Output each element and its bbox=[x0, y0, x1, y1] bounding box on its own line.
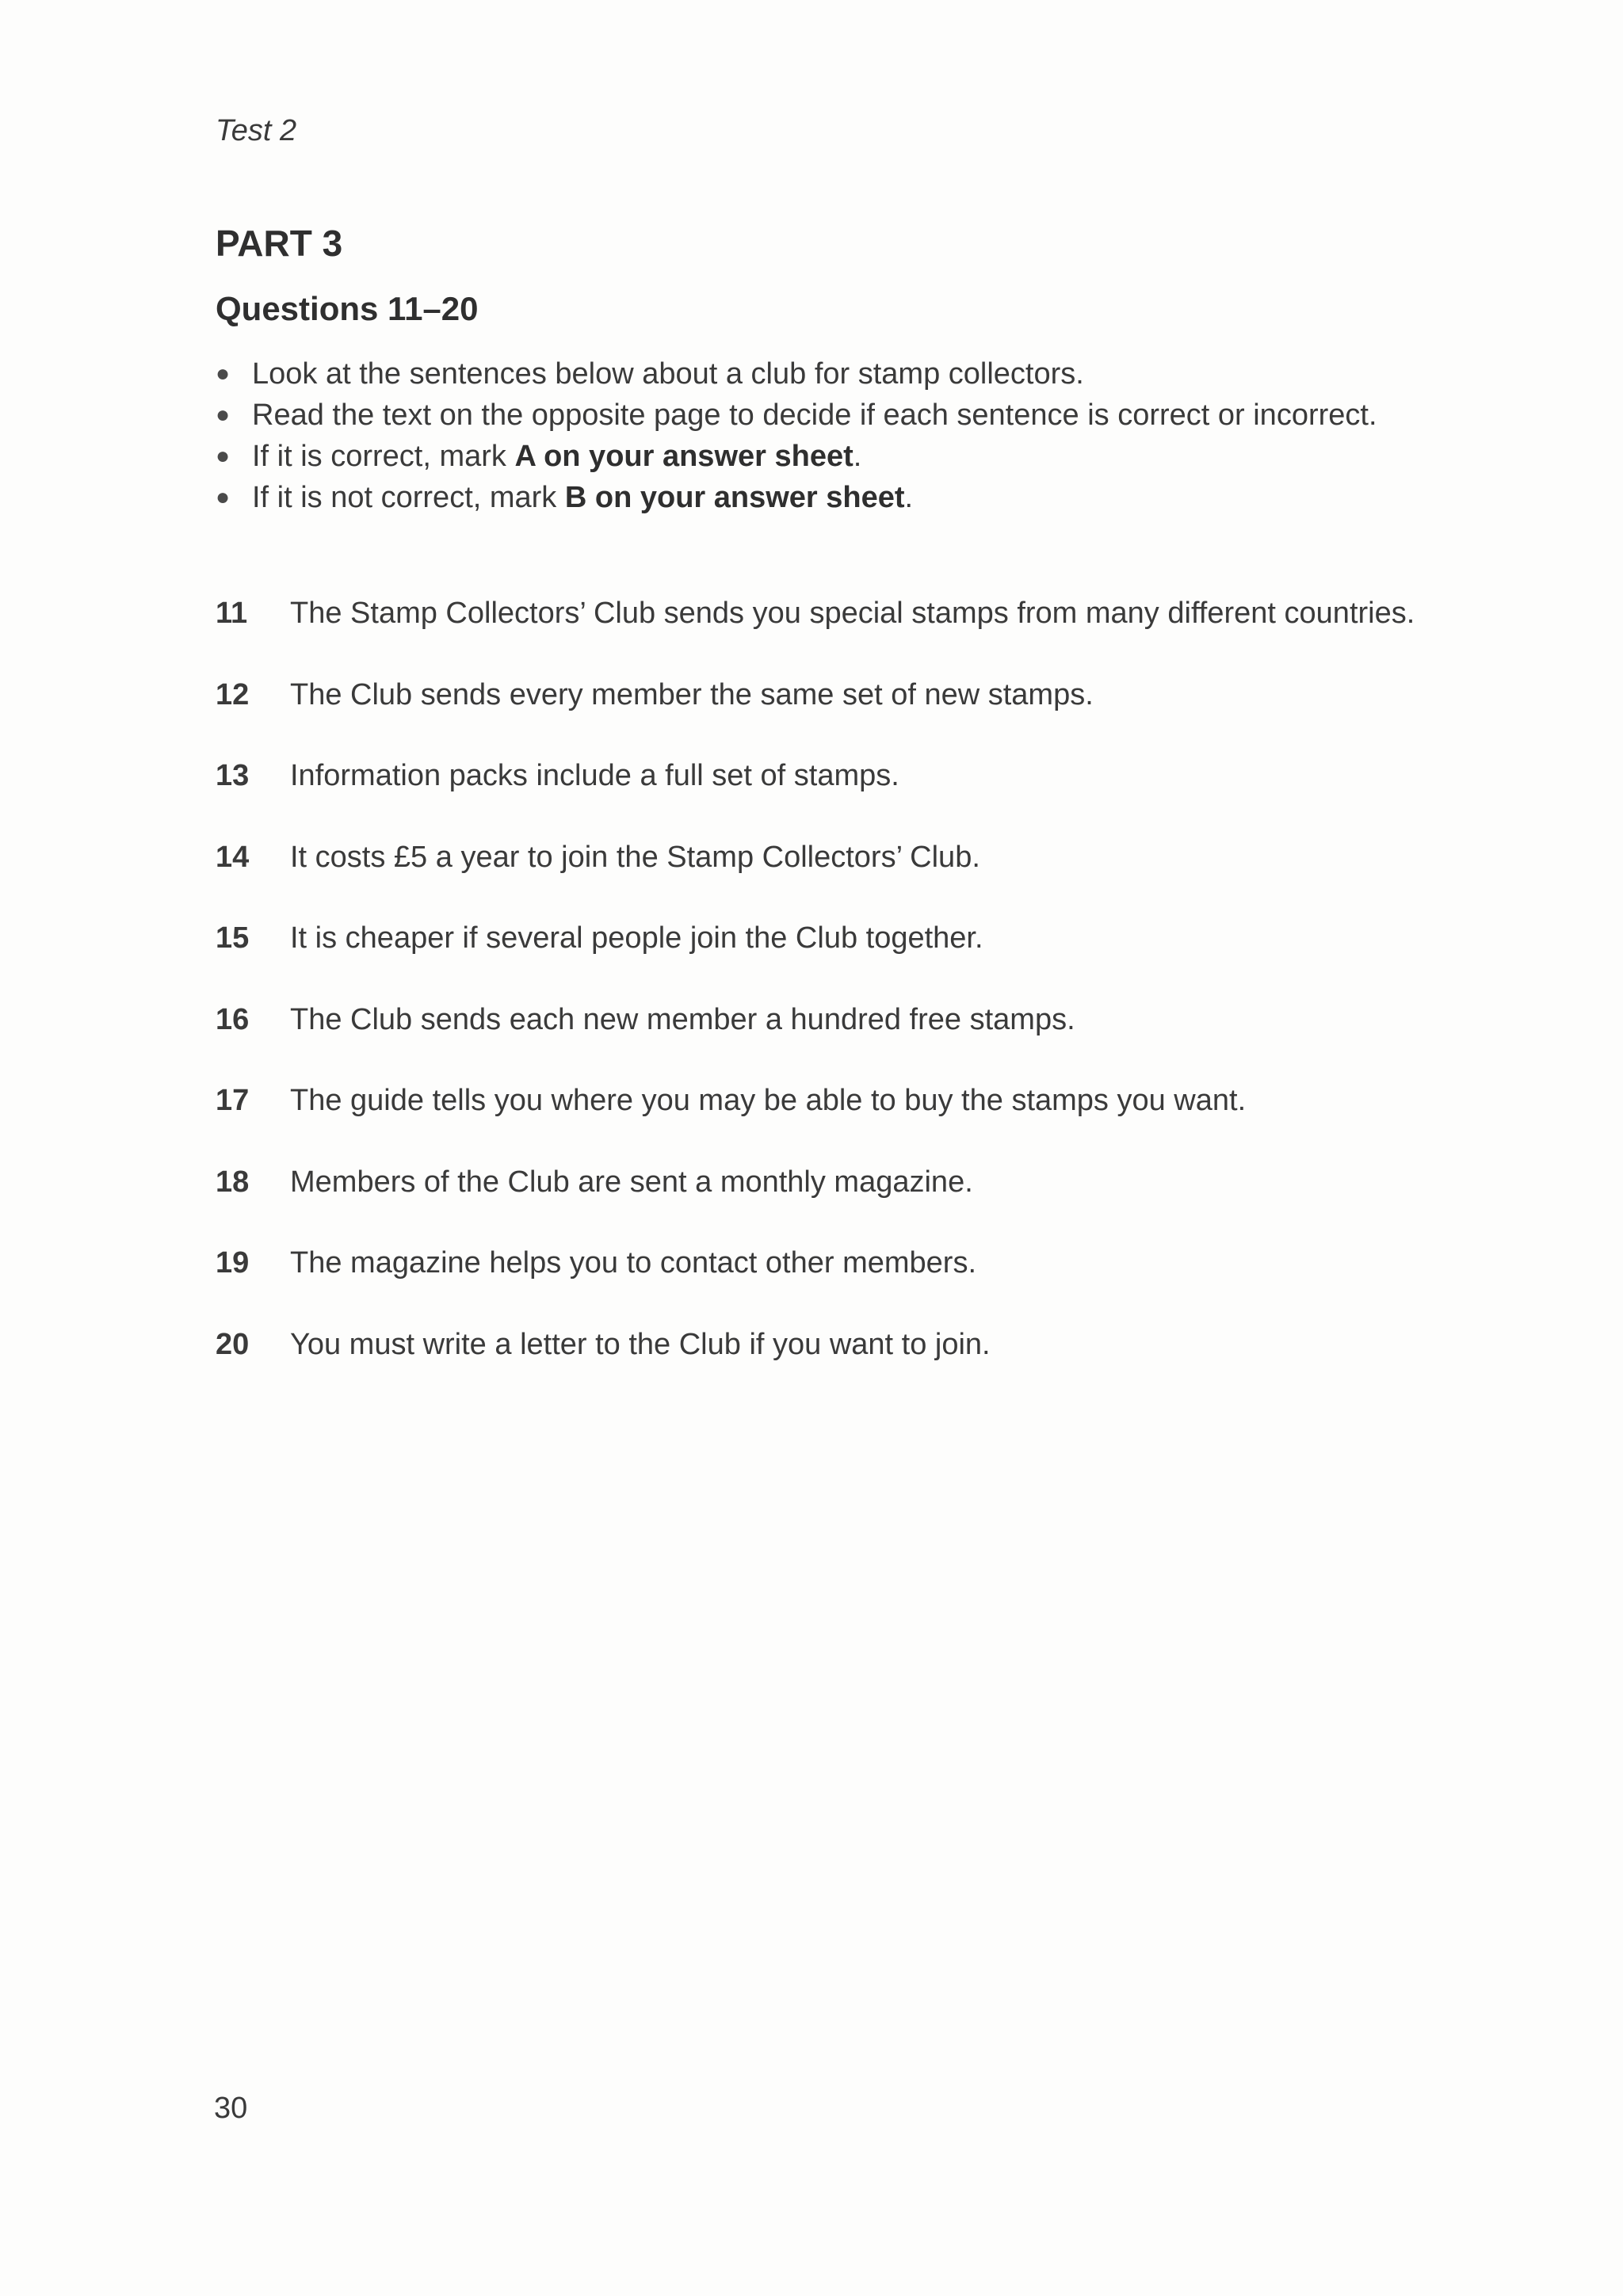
bullet-icon: ● bbox=[216, 360, 231, 387]
instruction-emphasis: A on your answer sheet bbox=[514, 440, 854, 473]
question-number: 16 bbox=[216, 1002, 250, 1036]
questions-title: Questions 11–20 bbox=[216, 290, 479, 327]
question-number: 14 bbox=[216, 840, 250, 874]
question-text: The guide tells you where you may be able to buy the stamps you want. bbox=[290, 1084, 1247, 1117]
question-text: You must write a letter to the Club if you want to join. bbox=[290, 1327, 991, 1361]
question-item bbox=[216, 674, 1563, 756]
question-text: It costs £5 a year to join the Stamp Collectors’ Club. bbox=[290, 840, 980, 874]
instruction-item bbox=[216, 395, 1563, 436]
instruction-item bbox=[216, 477, 1563, 518]
question-item bbox=[216, 1324, 1563, 1405]
question-item bbox=[216, 1080, 1563, 1161]
bullet-icon: ● bbox=[216, 402, 231, 428]
instruction-text-end: . bbox=[904, 481, 914, 514]
question-text: Information packs include a full set of stamps. bbox=[290, 759, 899, 792]
instruction-emphasis: B on your answer sheet bbox=[564, 481, 905, 514]
page-number: 30 bbox=[214, 2092, 248, 2125]
question-item bbox=[216, 755, 1563, 837]
question-number: 20 bbox=[216, 1327, 250, 1361]
question-item bbox=[216, 999, 1563, 1081]
instruction-text: If it is correct, mark bbox=[252, 440, 515, 473]
bullet-icon: ● bbox=[216, 443, 231, 469]
running-head: Test 2 bbox=[216, 114, 297, 147]
question-text: The Club sends each new member a hundred free stamps. bbox=[290, 1002, 1075, 1036]
question-text: It is cheaper if several people join the Club together. bbox=[290, 921, 983, 955]
question-item bbox=[216, 1161, 1563, 1243]
instruction-text-end: . bbox=[853, 440, 862, 473]
question-text: The Club sends every member the same set of new stamps. bbox=[290, 677, 1094, 711]
question-number: 11 bbox=[216, 597, 248, 630]
question-number: 19 bbox=[216, 1246, 250, 1280]
question-text: The Stamp Collectors’ Club sends you special stamps from many different countries. bbox=[290, 597, 1415, 630]
instruction-item bbox=[216, 436, 1563, 477]
instruction-text: Read the text on the opposite page to decide if each sentence is correct or incorrect. bbox=[252, 399, 1377, 432]
bullet-icon: ● bbox=[216, 484, 231, 510]
question-number: 15 bbox=[216, 921, 250, 955]
question-item bbox=[216, 1242, 1563, 1324]
part-title: PART 3 bbox=[216, 223, 343, 264]
question-text: The magazine helps you to contact other members. bbox=[290, 1246, 977, 1280]
instruction-item bbox=[216, 353, 1563, 395]
instructions-list bbox=[216, 353, 1563, 518]
question-text: Members of the Club are sent a monthly magazine. bbox=[290, 1165, 973, 1199]
question-number: 18 bbox=[216, 1165, 250, 1199]
question-item bbox=[216, 917, 1563, 999]
question-item bbox=[216, 837, 1563, 918]
instruction-text: Look at the sentences below about a club for stamp collectors. bbox=[252, 357, 1084, 391]
question-item bbox=[216, 593, 1563, 674]
question-number: 12 bbox=[216, 677, 250, 711]
question-number: 17 bbox=[216, 1084, 250, 1117]
question-number: 13 bbox=[216, 759, 250, 792]
question-list bbox=[216, 593, 1563, 1405]
instruction-text: If it is not correct, mark bbox=[252, 481, 565, 514]
